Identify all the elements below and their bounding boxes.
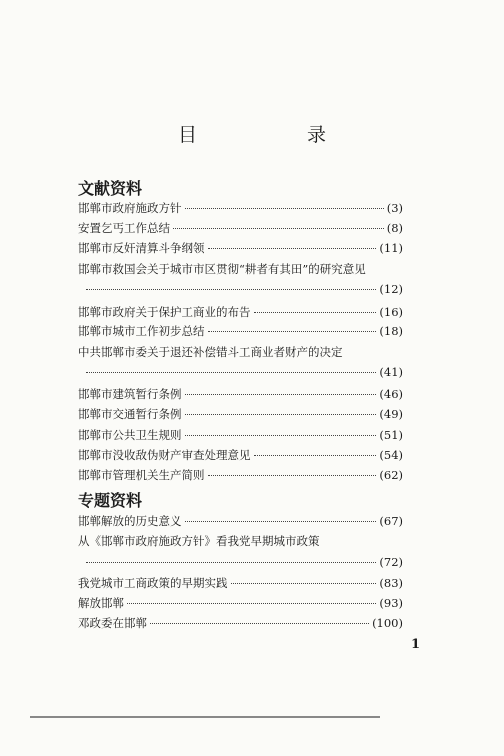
toc-entry-page: (12) <box>379 282 403 296</box>
toc-entry-title: 中共邯郸市委关于退还补偿错斗工商业者财产的决定 <box>78 345 343 359</box>
dot-leader <box>150 623 369 624</box>
page-number: 1 <box>411 637 421 652</box>
toc-entry-page: (8) <box>386 221 403 235</box>
toc-entry <box>78 304 403 320</box>
section-heading-topics: 专题资料 <box>78 491 143 510</box>
toc-entry <box>78 575 403 591</box>
toc-entry-page: (49) <box>379 407 403 421</box>
toc-entry-page: (62) <box>379 468 403 482</box>
dot-leader <box>208 331 377 332</box>
toc-entry <box>78 615 403 631</box>
toc-entry-title: 邯郸市政府施政方针 <box>78 201 182 215</box>
dot-leader <box>185 208 384 209</box>
toc-entry <box>86 365 403 379</box>
toc-entry-title: 邯郸市管理机关生产简则 <box>78 468 205 482</box>
toc-entry <box>78 595 403 611</box>
dot-leader <box>208 248 377 249</box>
toc-entry <box>78 240 403 256</box>
toc-entry-title: 安置乞丐工作总结 <box>78 221 170 235</box>
toc-entry-title: 从《邯郸市政府施政方针》看我党早期城市政策 <box>78 534 320 548</box>
toc-entry-page: (72) <box>379 555 403 569</box>
toc-entry-page: (83) <box>379 576 403 590</box>
dot-leader <box>86 562 376 563</box>
dot-leader <box>185 414 377 415</box>
toc-entry-title: 邯郸市建筑暂行条例 <box>78 387 182 401</box>
toc-entry-title: 我党城市工商政策的早期实践 <box>78 576 228 590</box>
toc-entry <box>78 447 403 463</box>
toc-entry-title: 邯郸市交通暂行条例 <box>78 407 182 421</box>
dot-leader <box>185 521 377 522</box>
toc-entry-page: (54) <box>379 448 403 462</box>
toc-entry-title: 邯郸市救国会关于城市市区贯彻“耕者有其田”的研究意见 <box>78 262 366 276</box>
dot-leader <box>185 394 377 395</box>
toc-entry-title: 解放邯郸 <box>78 596 124 610</box>
toc-entry-page: (51) <box>379 428 403 442</box>
toc-entry-page: (16) <box>379 305 403 319</box>
toc-entry <box>78 427 403 443</box>
toc-entry-page: (46) <box>379 387 403 401</box>
toc-entry-page: (11) <box>379 241 403 255</box>
toc-entry-page: (3) <box>386 201 403 215</box>
dot-leader <box>254 312 377 313</box>
toc-entry <box>78 386 403 402</box>
dot-leader <box>86 289 376 290</box>
toc-entry <box>78 323 403 339</box>
dot-leader <box>86 372 376 373</box>
toc-entry-page: (18) <box>379 324 403 338</box>
toc-entry-page: (41) <box>379 365 403 379</box>
toc-entry-title: 邯郸市公共卫生规则 <box>78 428 182 442</box>
bottom-rule <box>30 716 380 718</box>
toc-title: 目 录 <box>177 124 379 146</box>
toc-entry-page: (100) <box>372 616 403 630</box>
toc-entry <box>78 220 403 236</box>
toc-entry <box>78 513 403 529</box>
toc-entry <box>86 282 403 296</box>
toc-entry-title: 邯郸解放的历史意义 <box>78 514 182 528</box>
toc-entry <box>78 467 403 483</box>
dot-leader <box>231 583 377 584</box>
section-heading-documents: 文献资料 <box>78 179 143 198</box>
toc-entry-page: (67) <box>379 514 403 528</box>
toc-entry-page: (93) <box>379 596 403 610</box>
toc-entry <box>78 406 403 422</box>
dot-leader <box>185 435 377 436</box>
toc-entry-title: 邯郸市城市工作初步总结 <box>78 324 205 338</box>
toc-entry-title: 邯郸市没收敌伪财产审查处理意见 <box>78 448 251 462</box>
toc-entry-title: 邯郸市政府关于保护工商业的布告 <box>78 305 251 319</box>
toc-entry-title: 邯郸市反奸清算斗争纲领 <box>78 241 205 255</box>
toc-entry-title: 邓政委在邯郸 <box>78 616 147 630</box>
toc-entry <box>78 200 403 216</box>
dot-leader <box>254 455 377 456</box>
dot-leader <box>127 603 376 604</box>
dot-leader <box>208 475 377 476</box>
dot-leader <box>173 228 384 229</box>
toc-entry <box>86 555 403 569</box>
